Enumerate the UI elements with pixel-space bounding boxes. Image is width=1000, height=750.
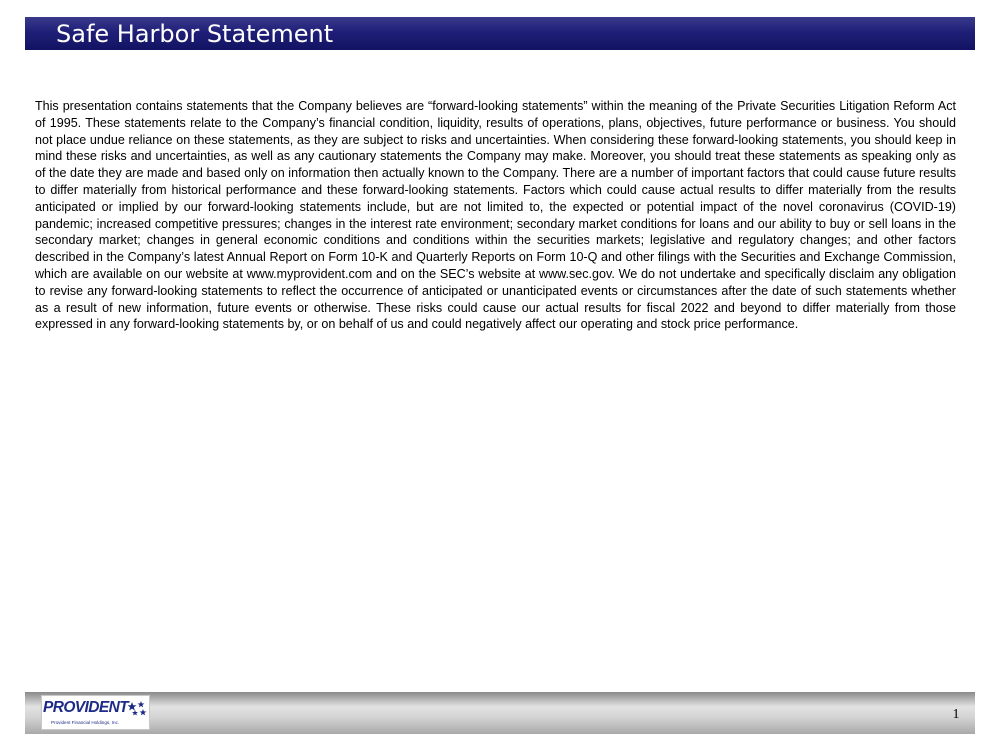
stars-icon [126, 701, 148, 717]
title-bar [25, 17, 975, 50]
logo-tagline: Provident Financial Holdings, Inc. [51, 720, 120, 725]
company-logo [41, 695, 150, 730]
safe-harbor-paragraph: This presentation contains statements that the Company believes are “forward-looking statements” within the meaning of the Private Securities Litigation Reform Act of 1995. These statements relate to the Company’s financial condition, liquidity, results of operations, plans, objectives, future performance or business. You should not place undue reliance on these statements, as they are subject to risks and uncertainties. When considering these forward-looking statements, you should keep in mind these risks and uncertainties, as well as any cautionary statements the Company may make. Moreover, you should treat these statements as speaking only as of the date they are made and based only on information then actually known to the Company. There are a number of important factors that could cause future results to differ materially from historical performance and these forward-looking statements. Factors which could cause actual results to differ materially from the results anticipated or implied by our forward-looking statements include, but are not limited to, the expected or potential impact of the novel coronavirus (COVID-19) pandemic; increased competitive pressures; changes in the interest rate environment; secondary market conditions for loans and our ability to buy or sell loans in the secondary market; changes in general economic conditions and conditions within the securities markets; legislative and regulatory changes; and other factors described in the Company’s latest Annual Report on Form 10-K and Quarterly Reports on Form 10-Q and other filings with the Securities and Exchange Commission, which are available on our website at www.myprovident.com and on the SEC’s website at www.sec.gov. We do not undertake and specifically disclaim any obligation to revise any forward-looking statements to reflect the occurrence of anticipated or unanticipated events or circumstances after the date of such statements whether as a result of new information, future events or otherwise. These risks could cause our actual results for fiscal 2022 and beyond to differ materially from those expressed in any forward-looking statements by, or on behalf of us and could negatively affect our operating and stock price performance. [35, 99, 956, 332]
footer-bar [25, 692, 975, 734]
page-number: 1 [952, 707, 960, 722]
logo-wordmark: PROVIDENT [43, 699, 129, 716]
slide-title: Safe Harbor Statement [56, 20, 334, 48]
